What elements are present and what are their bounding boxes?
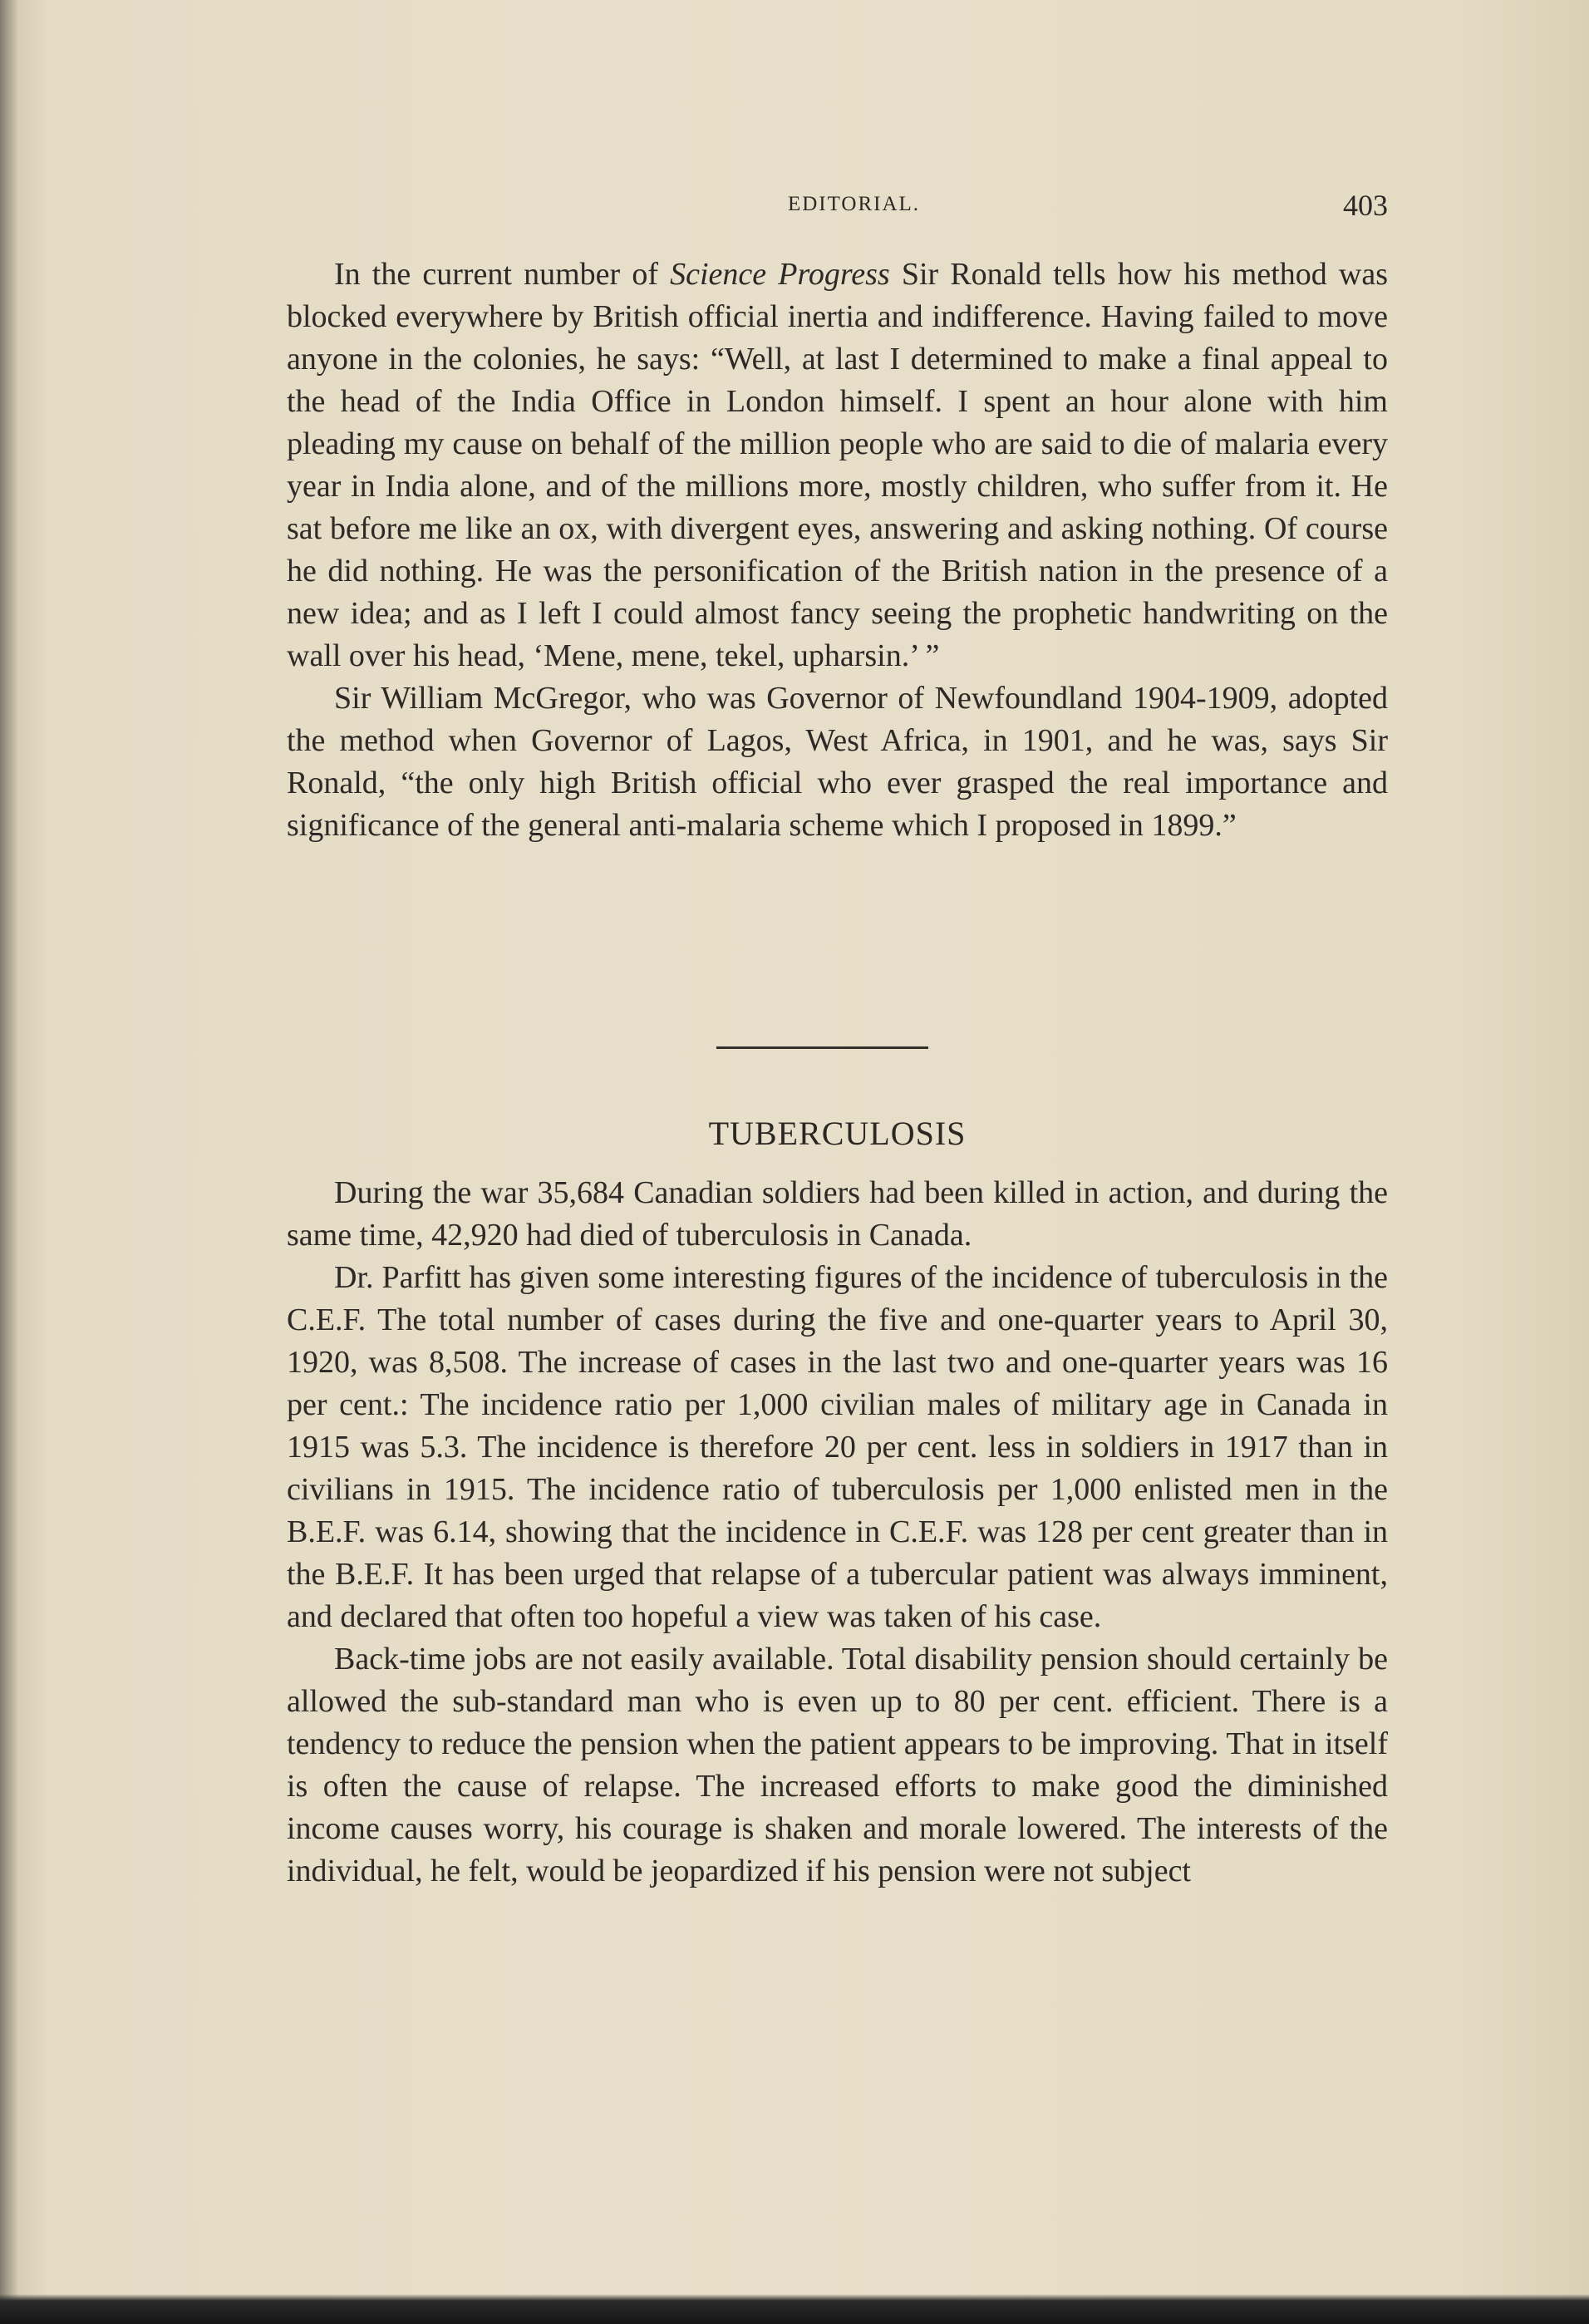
tuberculosis-text-block — [287, 1172, 1388, 1893]
paragraph-pension: Back-time jobs are not easily available. Total disability pension should certainly be allowed the sub-standard man who is even up to 80 per cent. efficient. There is a tendency to reduce the pension when the patient appears to be improving. That in itself is often the cause of relapse. The increased efforts to make good the diminished income causes worry, his courage is shaken and morale lowered. The interests of the individual, he felt, would be jeopardized if his pension were not subject — [287, 1642, 1388, 1888]
page-number: 403 — [1343, 189, 1388, 222]
section-divider-rule — [716, 1046, 928, 1049]
paragraph-mcgregor: Sir William McGregor, who was Governor of Newfoundland 1904-1909, adopted the method when Governor of Lagos, West Africa, in 1901, and he was, says Sir Ronald, “the only high British official who ever grasped the real importance and significance of the general anti-malaria scheme which I proposed in 1899.” — [287, 681, 1388, 843]
paragraph-text-rest: Sir Ronald tells how his method was blocked everywhere by British official inertia and indifference. Having failed to move anyone in the colonies, he says: “Well, at last I determined to make a final appeal to the head of the India Office in London himself. I spent an hour alone with him pleading my cause on behalf of the million people who are said to die of malaria every year in India alone, and of the millions more, mostly children, who suffer from it. He sat before me like an ox, with divergent eyes, answering and asking nothing. Of course he did nothing. He was the personification of the British nation in the presence of a new idea; and as I left I could almost fancy seeing the prophetic handwriting on the wall over his head, ‘Mene, mene, tekel, upharsin.’ ” — [287, 257, 1388, 673]
running-head-title: EDITORIAL. — [787, 193, 921, 215]
paragraph-parfitt-figures: Dr. Parfitt has given some interesting figures of the incidence of tuberculosis in the C.E.F. The total number of cases during the five and one-quarter years to April 30, 1920, was 8,508. The increase of cases in the last two and one-quarter years was 16 per cent.: The incidence ratio per 1,000 civilian males of military age in Canada in 1915 was 5.3. The incidence is therefore 20 per cent. less in soldiers in 1917 than in civilians in 1915. The incidence ratio of tuberculosis per 1,000 enlisted men in the B.E.F. was 6.14, showing that the incidence in C.E.F. was 128 per cent greater than in the B.E.F. It has been urged that relapse of a tubercular patient was always imminent, and declared that often too hopeful a view was taken of his case. — [287, 1260, 1388, 1634]
binding-gutter-shadow — [0, 0, 18, 2324]
editorial-text-block — [287, 254, 1388, 847]
journal-title-italic: Science Progress — [670, 257, 890, 292]
paragraph-text-start: In the current number of — [334, 257, 671, 292]
paragraph-war-deaths: During the war 35,684 Canadian soldiers had been killed in action, and during the same time, 42,920 had died of tuberculosis in Canada. — [287, 1175, 1388, 1253]
section-heading-tuberculosis: TUBERCULOSIS — [708, 1115, 967, 1152]
running-head — [320, 189, 1388, 226]
scan-bottom-edge — [0, 2294, 1589, 2324]
paragraph-science-progress — [287, 254, 1388, 677]
